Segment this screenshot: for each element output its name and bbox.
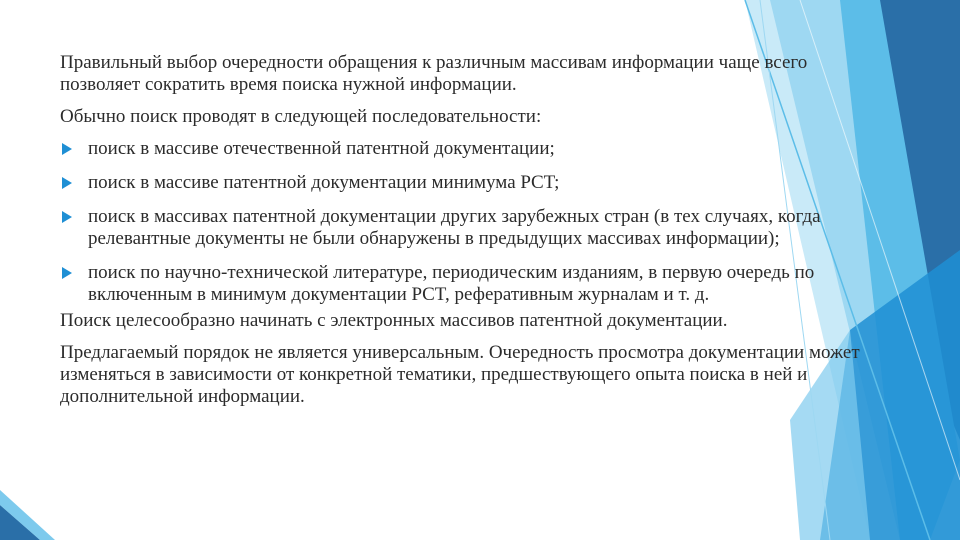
electronic-note: Поиск целесообразно начинать с электронных массивов патентной документации.	[60, 310, 728, 331]
triangle-right-icon	[62, 177, 72, 189]
conclusion-paragraph: Предлагаемый порядок не является универсальным. Очередность просмотра документации может изменяться в зависимости от конкретной тематики, предшествующего опыта поиска в ней и дополнительной информации.	[60, 342, 860, 407]
list-item-text: поиск в массиве отечественной патентной документации;	[88, 138, 555, 159]
list-item-text: поиск по научно-технической литературе, периодическим изданиям, в первую очередь по включенным в минимум документации PCT, реферативным журналам и т. д.	[88, 262, 815, 305]
list-item	[60, 206, 860, 250]
triangle-right-icon	[62, 267, 72, 279]
slide-body	[60, 52, 860, 418]
list-item	[60, 172, 860, 194]
list-item-text: поиск в массиве патентной документации минимума PCT;	[88, 172, 560, 193]
intro-paragraph: Правильный выбор очередности обращения к различным массивам информации чаще всего позволяет сократить время поиска нужной информации.	[60, 52, 808, 95]
triangle-right-icon	[62, 211, 72, 223]
list-item-text: поиск в массивах патентной документации других зарубежных стран (в тех случаях, когда релевантные документы не были обнаружены в предыдущих массивах информации);	[88, 206, 821, 249]
triangle-right-icon	[62, 143, 72, 155]
search-sequence-list	[60, 138, 860, 306]
list-item	[60, 138, 860, 160]
sequence-lead: Обычно поиск проводят в следующей последовательности:	[60, 106, 542, 127]
list-item	[60, 262, 860, 306]
